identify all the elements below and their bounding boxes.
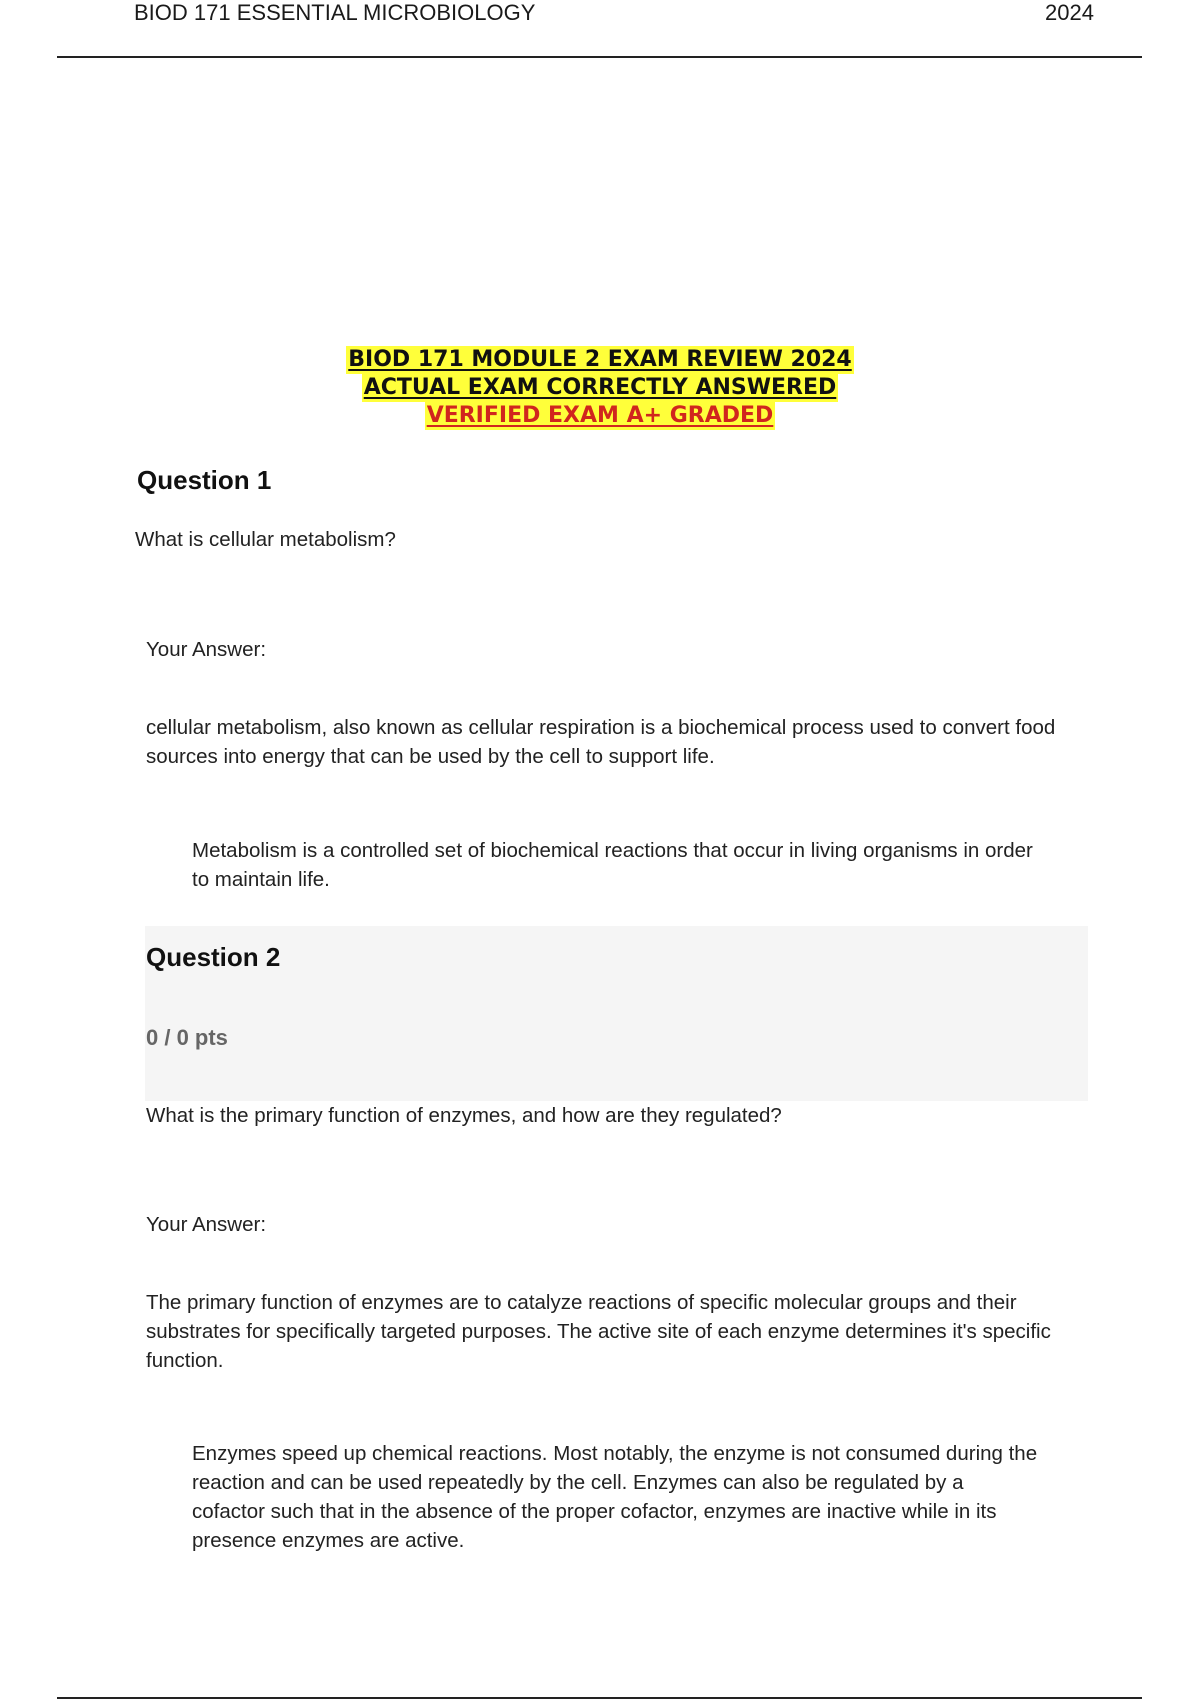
question-2-points: 0 / 0 pts xyxy=(146,1025,228,1050)
question-2-correct-answer: Enzymes speed up chemical reactions. Most notably, the enzyme is not consumed during the reaction and can be used repeatedly by the cell. Enzymes can also be regulated by a cofactor such that in the absence of the proper cofactor, enzymes are inactive while in its presence enzymes are active. xyxy=(192,1442,1038,1552)
question-1-correct-answer: Metabolism is a controlled set of biochemical reactions that occur in living organisms in order to maintain life. xyxy=(192,839,1033,891)
question-1-answer: cellular metabolism, also known as cellular respiration is a biochemical process used to convert food sources into energy that can be used by the cell to support life. xyxy=(146,716,1056,768)
document-title xyxy=(0,346,1200,430)
title-line-1: BIOD 171 MODULE 2 EXAM REVIEW 2024 xyxy=(348,347,852,372)
header-year: 2024 xyxy=(1045,0,1094,25)
question-2-answer: The primary function of enzymes are to catalyze reactions of specific molecular groups and their substrates for specifically targeted purposes. The active site of each enzyme determines it's specific function. xyxy=(146,1291,1051,1372)
title-line-3: VERIFIED EXAM A+ GRADED xyxy=(426,403,774,428)
course-header: BIOD 171 ESSENTIAL MICROBIOLOGY xyxy=(134,0,536,25)
title-line-2: ACTUAL EXAM CORRECTLY ANSWERED xyxy=(363,375,837,400)
question-2-prompt: What is the primary function of enzymes, and how are they regulated? xyxy=(146,1104,782,1127)
question-1-prompt: What is cellular metabolism? xyxy=(135,528,396,551)
question-1-answer-label: Your Answer: xyxy=(146,638,267,661)
footer-divider xyxy=(57,1697,1142,1699)
question-2-heading: Question 2 xyxy=(146,942,281,972)
question-1-heading: Question 1 xyxy=(137,465,272,495)
question-2-answer-label: Your Answer: xyxy=(146,1213,267,1236)
header-divider xyxy=(57,56,1142,58)
question-2-header-band xyxy=(145,926,1088,1101)
